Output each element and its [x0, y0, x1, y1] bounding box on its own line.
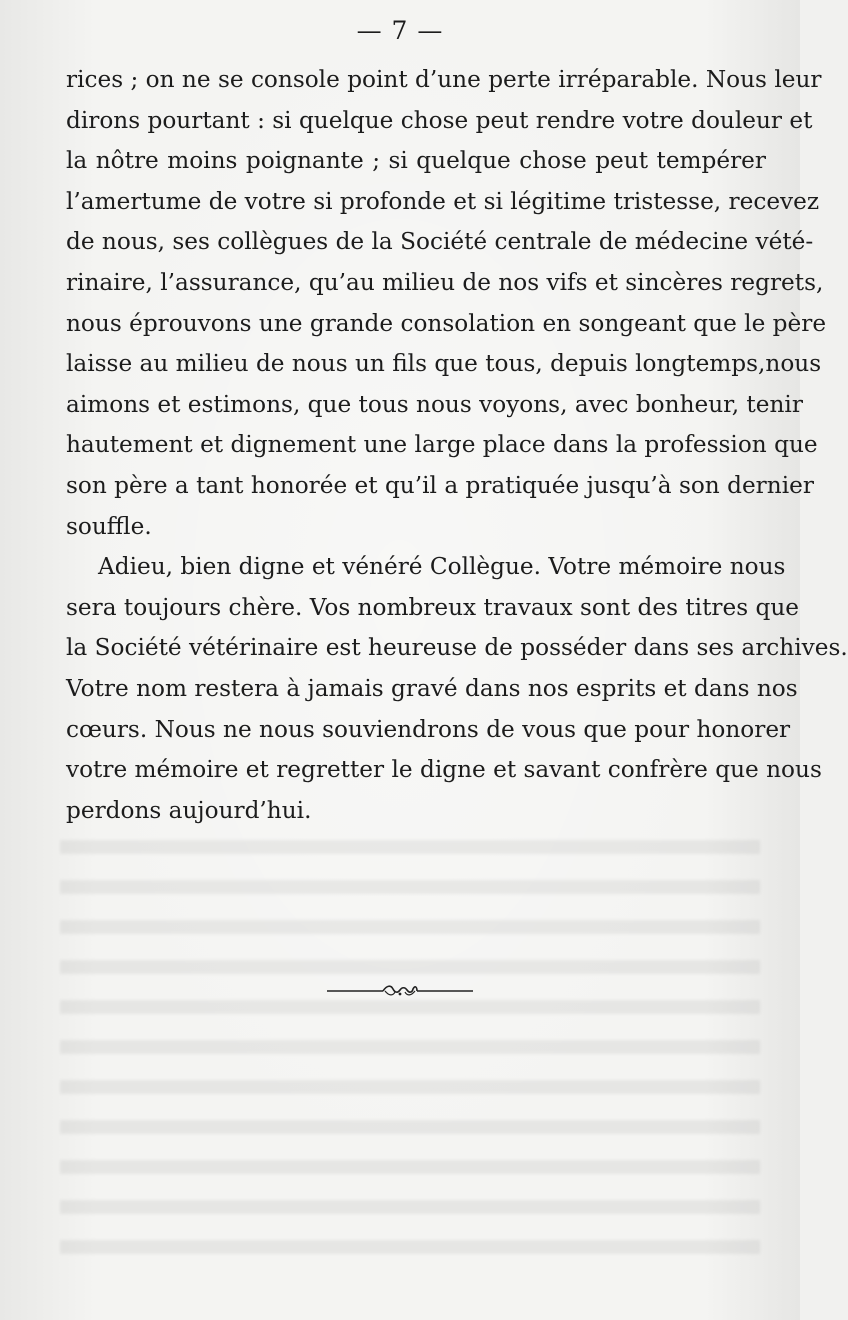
ornament-divider-icon: [325, 981, 475, 1001]
text-line: aimons et estimons, que tous nous voyons, avec bonheur, tenir: [66, 390, 803, 418]
text-line: la Société vétérinaire est heureuse de posséder dans ses archives.: [66, 634, 848, 662]
text-line: cœurs. Nous ne nous souviendrons de vous que pour honorer: [66, 715, 791, 743]
text-line: sera toujours chère. Vos nombreux travaux sont des titres que: [66, 593, 799, 621]
text-line: la nôtre moins poignante ; si quelque chose peut tempérer: [66, 147, 766, 175]
paragraph-1: [66, 60, 827, 547]
text-line: Adieu, bien digne et vénéré Collègue. Votre mémoire nous: [98, 553, 786, 581]
text-line: laisse au milieu de nous un fils que tous, depuis longtemps,nous: [66, 350, 822, 378]
text-line: de nous, ses collègues de la Société centrale de médecine vété-: [66, 228, 814, 256]
text-line: l’amertume de votre si profonde et si légitime tristesse, recevez: [66, 187, 820, 215]
text-line: Votre nom restera à jamais gravé dans nos esprits et dans nos: [66, 674, 798, 702]
text-line: son père a tant honorée et qu’il a pratiquée jusqu’à son dernier: [66, 471, 814, 499]
text-line: rinaire, l’assurance, qu’au milieu de nos vifs et sincères regrets,: [66, 268, 824, 296]
text-line: rices ; on ne se console point d’une perte irréparable. Nous leur: [66, 66, 822, 93]
paragraph-2: [66, 547, 848, 831]
body-text: [66, 60, 848, 831]
text-line: souffle.: [66, 512, 152, 540]
text-line: votre mémoire et regretter le digne et savant confrère que nous: [66, 756, 822, 784]
text-line: perdons aujourd’hui.: [66, 796, 312, 824]
show-through-texture: [60, 840, 760, 1260]
text-line: hautement et dignement une large place dans la profession que: [66, 431, 818, 459]
page-number: — 7 —: [356, 16, 444, 45]
text-line: dirons pourtant : si quelque chose peut rendre votre douleur et: [66, 106, 813, 134]
text-line: nous éprouvons une grande consolation en songeant que le père: [66, 309, 827, 337]
